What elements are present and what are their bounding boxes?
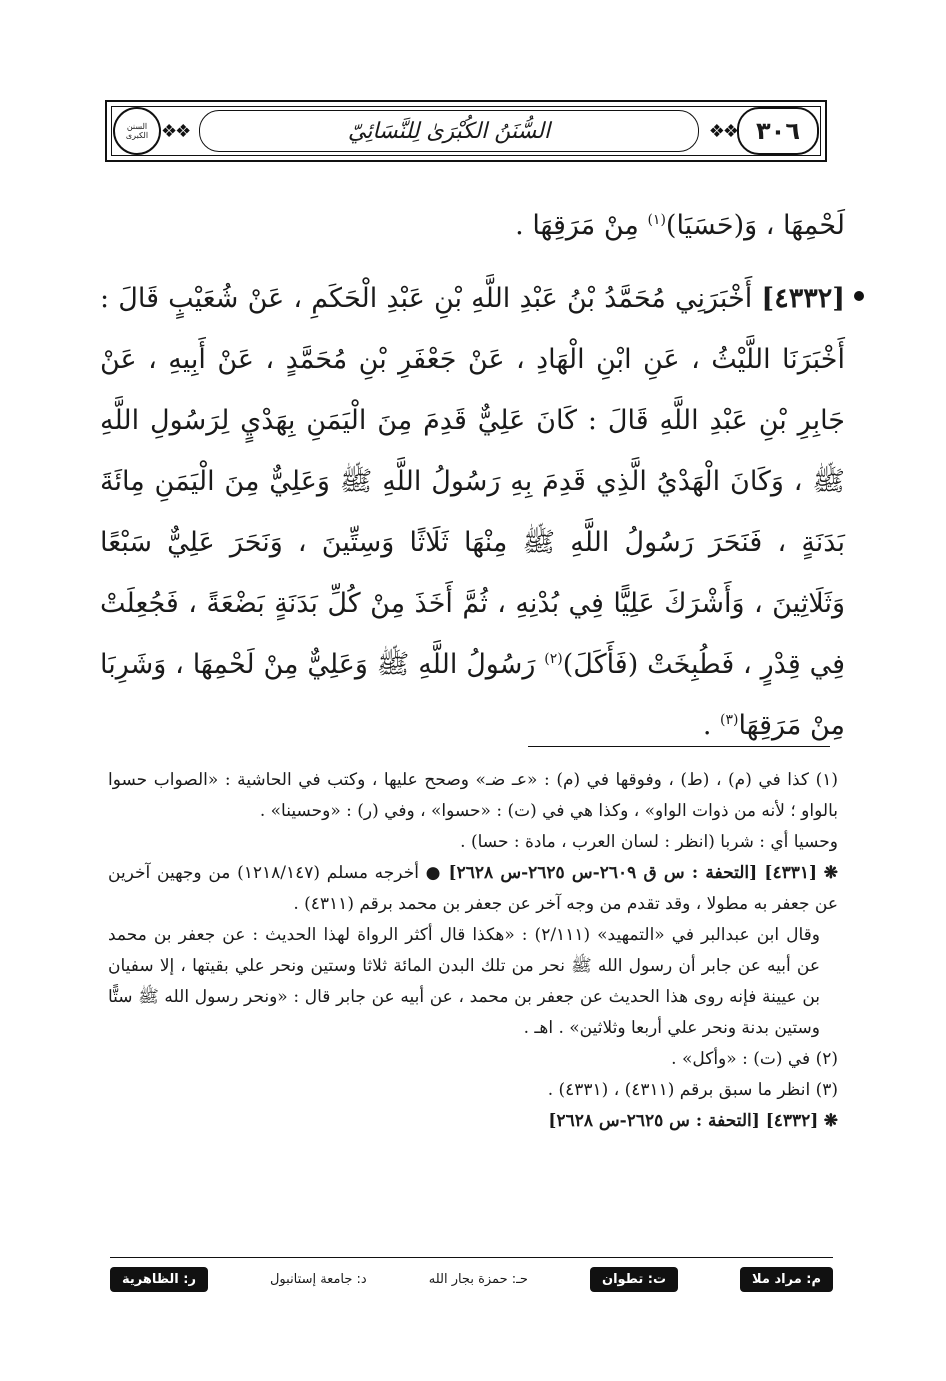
manuscript-sigla [110,1263,833,1295]
footnote-ref-1: (١) [647,212,666,228]
footnote-ref-3: (٣) [719,712,739,728]
footnote-1: (١) كذا في (م) ، (ط) ، وفوقها في (م) : «عـ ضـ» وصحح عليها ، وكتب في الحاشية : «الصواب حسوا بالواو ؛ لأنه من ذوات الواو» ، وكذا هي في (ت) : «حسوا» ، وفي (ر) : «وحسينا» . [108,770,838,821]
hadith-text-c: . [702,710,720,741]
siglum-ta: ت: تطوان [590,1267,678,1292]
takhrij-4331-text: أخرجه مسلم (١٢١٨/١٤٧) من وجهين آخرين عن جعفر به مطولا ، وقد تقدم من وجه آخر عن جعفر بن محمد برقم (٤٣١١) . [108,863,838,914]
siglum-ra: ر: الظاهرية [110,1267,208,1292]
hadith-4332 [100,268,845,756]
tuhfa-4332: [٤٣٣٢] [التحفة : س ٢٦٢٥-س ٢٦٢٨] [548,1111,819,1131]
ornament-left: ❖❖ [161,120,190,142]
footnote-3: (٣) انظر ما سبق برقم (٤٣١١) ، (٤٣٣١) . [547,1080,838,1100]
book-logo-text: السنن الكبرى [125,122,149,140]
siglum-mim: م: مراد ملا [740,1267,833,1292]
footer-rule [110,1257,833,1258]
footnote-2: (٢) في (ت) : «وأكل» . [671,1049,838,1069]
page-number: ٣٠٦ [737,107,819,155]
continuation-text-b: مِنْ مَرَقِهَا . [515,210,648,241]
hadith-text-a: أَخْبَرَنِي مُحَمَّدُ بْنُ عَبْدِ اللَّهِ بْنِ عَبْدِ الْحَكَمِ ، عَنْ شُعَيْبٍ قَالَ : أَخْبَرَنَا اللَّيْثُ ، عَنِ ابْنِ الْهَادِ ، عَنْ جَعْفَرِ بْنِ مُحَمَّدٍ ، عَنْ أَبِيهِ ، عَنْ جَابِرِ بْنِ عَبْدِ اللَّهِ قَالَ : كَانَ عَلِيٌّ قَدِمَ مِنَ الْيَمَنِ بِهَدْيٍ لِرَسُولِ اللَّهِ ﷺ ، وَكَانَ الْهَدْيُ الَّذِي قَدِمَ بِهِ رَسُولُ اللَّهِ ﷺ وَعَلِيٌّ مِنَ الْيَمَنِ مِائَةَ بَدَنَةٍ ، فَنَحَرَ رَسُولُ اللَّهِ ﷺ مِنْهَا ثَلَاثًا وَسِتِّينَ ، وَنَحَرَ عَلِيٌّ سَبْعًا وَثَلَاثِينَ ، وَأَشْرَكَ عَلِيًّا فِي بُدْنِهِ ، ثُمَّ أَخَذَ مِنْ كُلِّ بَدَنَةٍ بَضْعَةً ، فَجُعِلَتْ فِي قِدْرٍ ، فَطُبِخَتْ (فَأَكَلَ) [100,283,845,680]
text-continuation [100,195,845,256]
siglum-dal: د: جامعة إستانبول [269,1271,367,1287]
ibn-abdulbarr-note: وقال ابن عبدالبر في «التمهيد» (٢/١١١) : «هكذا قال أكثر الرواة لهذا الحديث : عن جعفر بن محمد عن أبيه عن جابر أن رسول الله ﷺ نحر من تلك البدن المائة ثلاثا وستين ونحر علي بقيتها ، إلا سفيان بن عيينة فإنه روى هذا الحديث عن جعفر بن محمد ، عن أبيه عن جابر قال : «ونحر رسول الله ﷺ ستًّا وستين بدنة ونحر علي أربعا وثلاثين» . اهـ . [108,925,821,1038]
takhrij-4331 [108,858,838,920]
footnotes [108,765,838,1137]
tuhfa-4331: [٤٣٣١] [التحفة : س ق ٢٦٠٩-س ٢٦٢٥-س ٢٦٢٨] [448,863,818,883]
bullet-icon [854,291,864,301]
siglum-ha: حـ: حمزة بجار الله [428,1271,528,1287]
footnote-separator [528,746,830,747]
page-header [105,100,827,162]
ornament-right: ❖❖ [708,120,737,142]
book-logo [113,107,161,155]
footnote-ref-2: (٢) [544,651,563,667]
asterisk-icon: ❋ [823,863,838,883]
continuation-text-a: لَحْمِهَا ، وَ(حَسَيَا) [665,210,845,241]
dot-icon: ● [425,863,442,883]
hadith-number: [٤٣٣٢] [761,283,845,314]
hadith-text-b: رَسُولُ اللَّهِ ﷺ وَعَلِيٌّ مِنْ لَحْمِهَا ، وَشَرِبَا مِنْ مَرَقِهَا [100,649,845,741]
book-title: السُّنَنُ الكُبْرَىٰ لِلنَّسَائِيّ [199,110,698,152]
asterisk-icon: ❋ [823,1111,838,1131]
takhrij-4332 [108,1106,838,1137]
footnote-1-cont: وحسيا أي : شربا (انظر : لسان العرب ، مادة : حسا) . [460,832,838,852]
